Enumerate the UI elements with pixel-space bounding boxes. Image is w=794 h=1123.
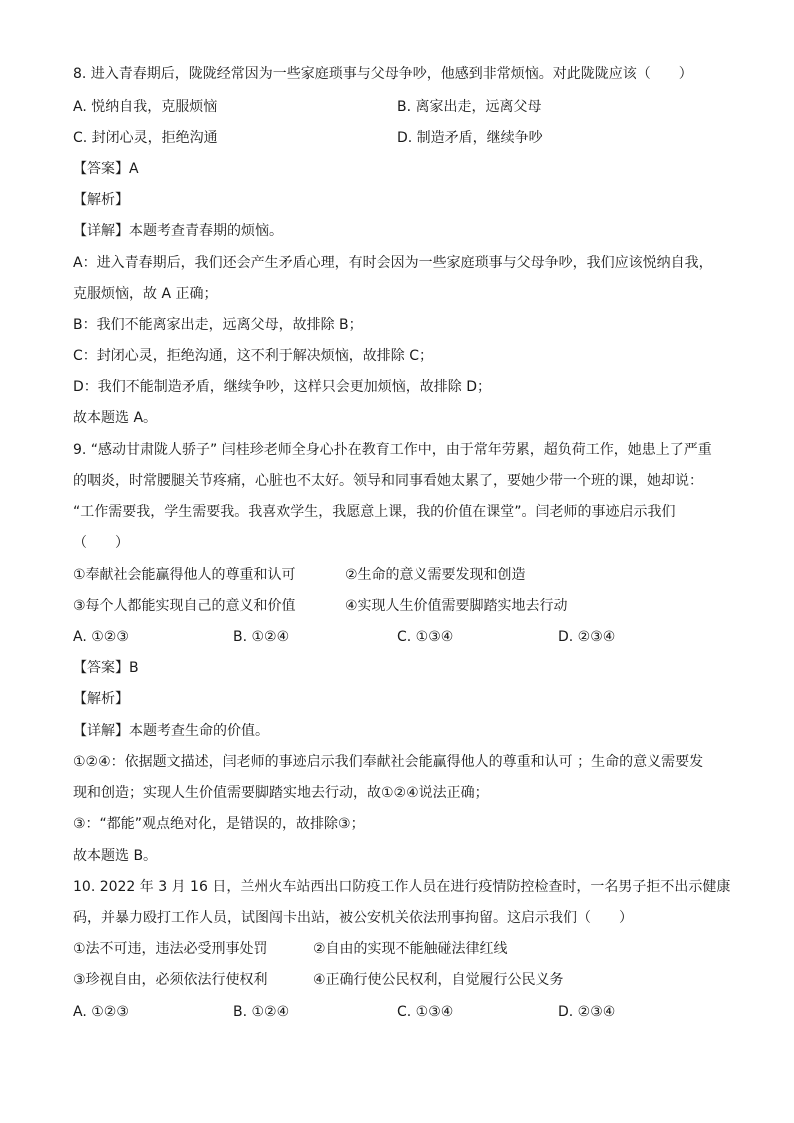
- q9-answer: 【答案】B: [73, 660, 139, 676]
- q8-stem: 8. 进入青春期后，陇陇经常因为一些家庭琐事与父母争吵，他感到非常烦恼。对此陇陇应该（ ）: [73, 66, 693, 82]
- q10-option-d: D. ②③④: [558, 1004, 616, 1020]
- q8-conclusion: 故本题选 A。: [73, 410, 158, 426]
- q9-option-a: A. ①②③: [73, 629, 129, 645]
- q10-statement-1: ①法不可违，违法必受刑事处罚: [73, 941, 268, 957]
- q8-explain-a-line2: 克服烦恼，故 A 正确；: [73, 286, 218, 302]
- q9-stem-line4: （ ）: [73, 535, 129, 551]
- q9-statement-3: ③每个人都能实现自己的意义和价值: [73, 598, 296, 614]
- q8-answer: 【答案】A: [73, 161, 139, 177]
- q10-option-c: C. ①③④: [397, 1004, 454, 1020]
- q9-statement-2: ②生命的意义需要发现和创造: [345, 567, 526, 583]
- q9-statement-4: ④实现人生价值需要脚踏实地去行动: [345, 598, 568, 614]
- q8-option-a: A. 悦纳自我，克服烦恼: [73, 99, 218, 115]
- q9-stem-line2: 的咽炎，时常腰腿关节疼痛，心脏也不太好。领导和同事看她太累了，要她少带一个班的课，她却说：: [73, 473, 703, 489]
- q9-explain-line2: 现和创造；实现人生价值需要脚踏实地去行动，故①②④说法正确；: [73, 785, 489, 801]
- q9-option-d: D. ②③④: [558, 629, 616, 645]
- q10-statement-4: ④正确行使公民权利，自觉履行公民义务: [313, 972, 564, 988]
- q9-stem-line3: “工作需要我，学生需要我。我喜欢学生，我愿意上课，我的价值在课堂”。闫老师的事迹启示我们: [73, 504, 676, 520]
- q9-detail: 【详解】本题考查生命的价值。: [73, 723, 269, 739]
- q10-statement-3: ③珍视自由，必须依法行使权利: [73, 972, 268, 988]
- q9-stem-line1: 9. “感动甘肃陇人骄子” 闫桂珍老师全身心扑在教育工作中，由于常年劳累，超负荷工作，她患上了严重: [73, 442, 712, 458]
- q8-explain-b: B：我们不能离家出走，远离父母，故排除 B；: [73, 317, 363, 333]
- q9-option-c: C. ①③④: [397, 629, 454, 645]
- q8-option-d: D. 制造矛盾，继续争吵: [397, 130, 543, 146]
- q9-explain-line1: ①②④：依据题文描述，闫老师的事迹启示我们奉献社会能赢得他人的尊重和认可 ；生命的意义需要发: [73, 754, 704, 770]
- q10-stem-line1: 10. 2022 年 3 月 16 日，兰州火车站西出口防疫工作人员在进行疫情防控检查时，一名男子拒不出示健康: [73, 879, 731, 895]
- q9-statement-1: ①奉献社会能赢得他人的尊重和认可: [73, 567, 296, 583]
- q8-analysis-label: 【解析】: [73, 192, 129, 208]
- q8-detail: 【详解】本题考查青春期的烦恼。: [73, 223, 283, 239]
- q8-explain-a-line1: A：进入青春期后，我们还会产生矛盾心理，有时会因为一些家庭琐事与父母争吵，我们应该悦纳自我，: [73, 255, 713, 271]
- q10-option-b: B. ①②④: [233, 1004, 290, 1020]
- q8-option-c: C. 封闭心灵，拒绝沟通: [73, 130, 218, 146]
- q8-option-b: B. 离家出走，远离父母: [397, 99, 542, 115]
- q8-explain-d: D：我们不能制造矛盾，继续争吵，这样只会更加烦恼，故排除 D；: [73, 379, 492, 395]
- q10-stem-line2: 码，并暴力殴打工作人员，试图闯卡出站，被公安机关依法刑事拘留。这启示我们（ ）: [73, 910, 633, 926]
- q8-explain-c: C：封闭心灵，拒绝沟通，这不利于解决烦恼，故排除 C；: [73, 348, 433, 364]
- q9-explain-line3: ③：“都能”观点绝对化，是错误的，故排除③；: [73, 816, 365, 832]
- q10-statement-2: ②自由的实现不能触碰法律红线: [313, 941, 508, 957]
- q9-conclusion: 故本题选 B。: [73, 848, 158, 864]
- q9-option-b: B. ①②④: [233, 629, 290, 645]
- q9-analysis-label: 【解析】: [73, 691, 129, 707]
- q10-option-a: A. ①②③: [73, 1004, 129, 1020]
